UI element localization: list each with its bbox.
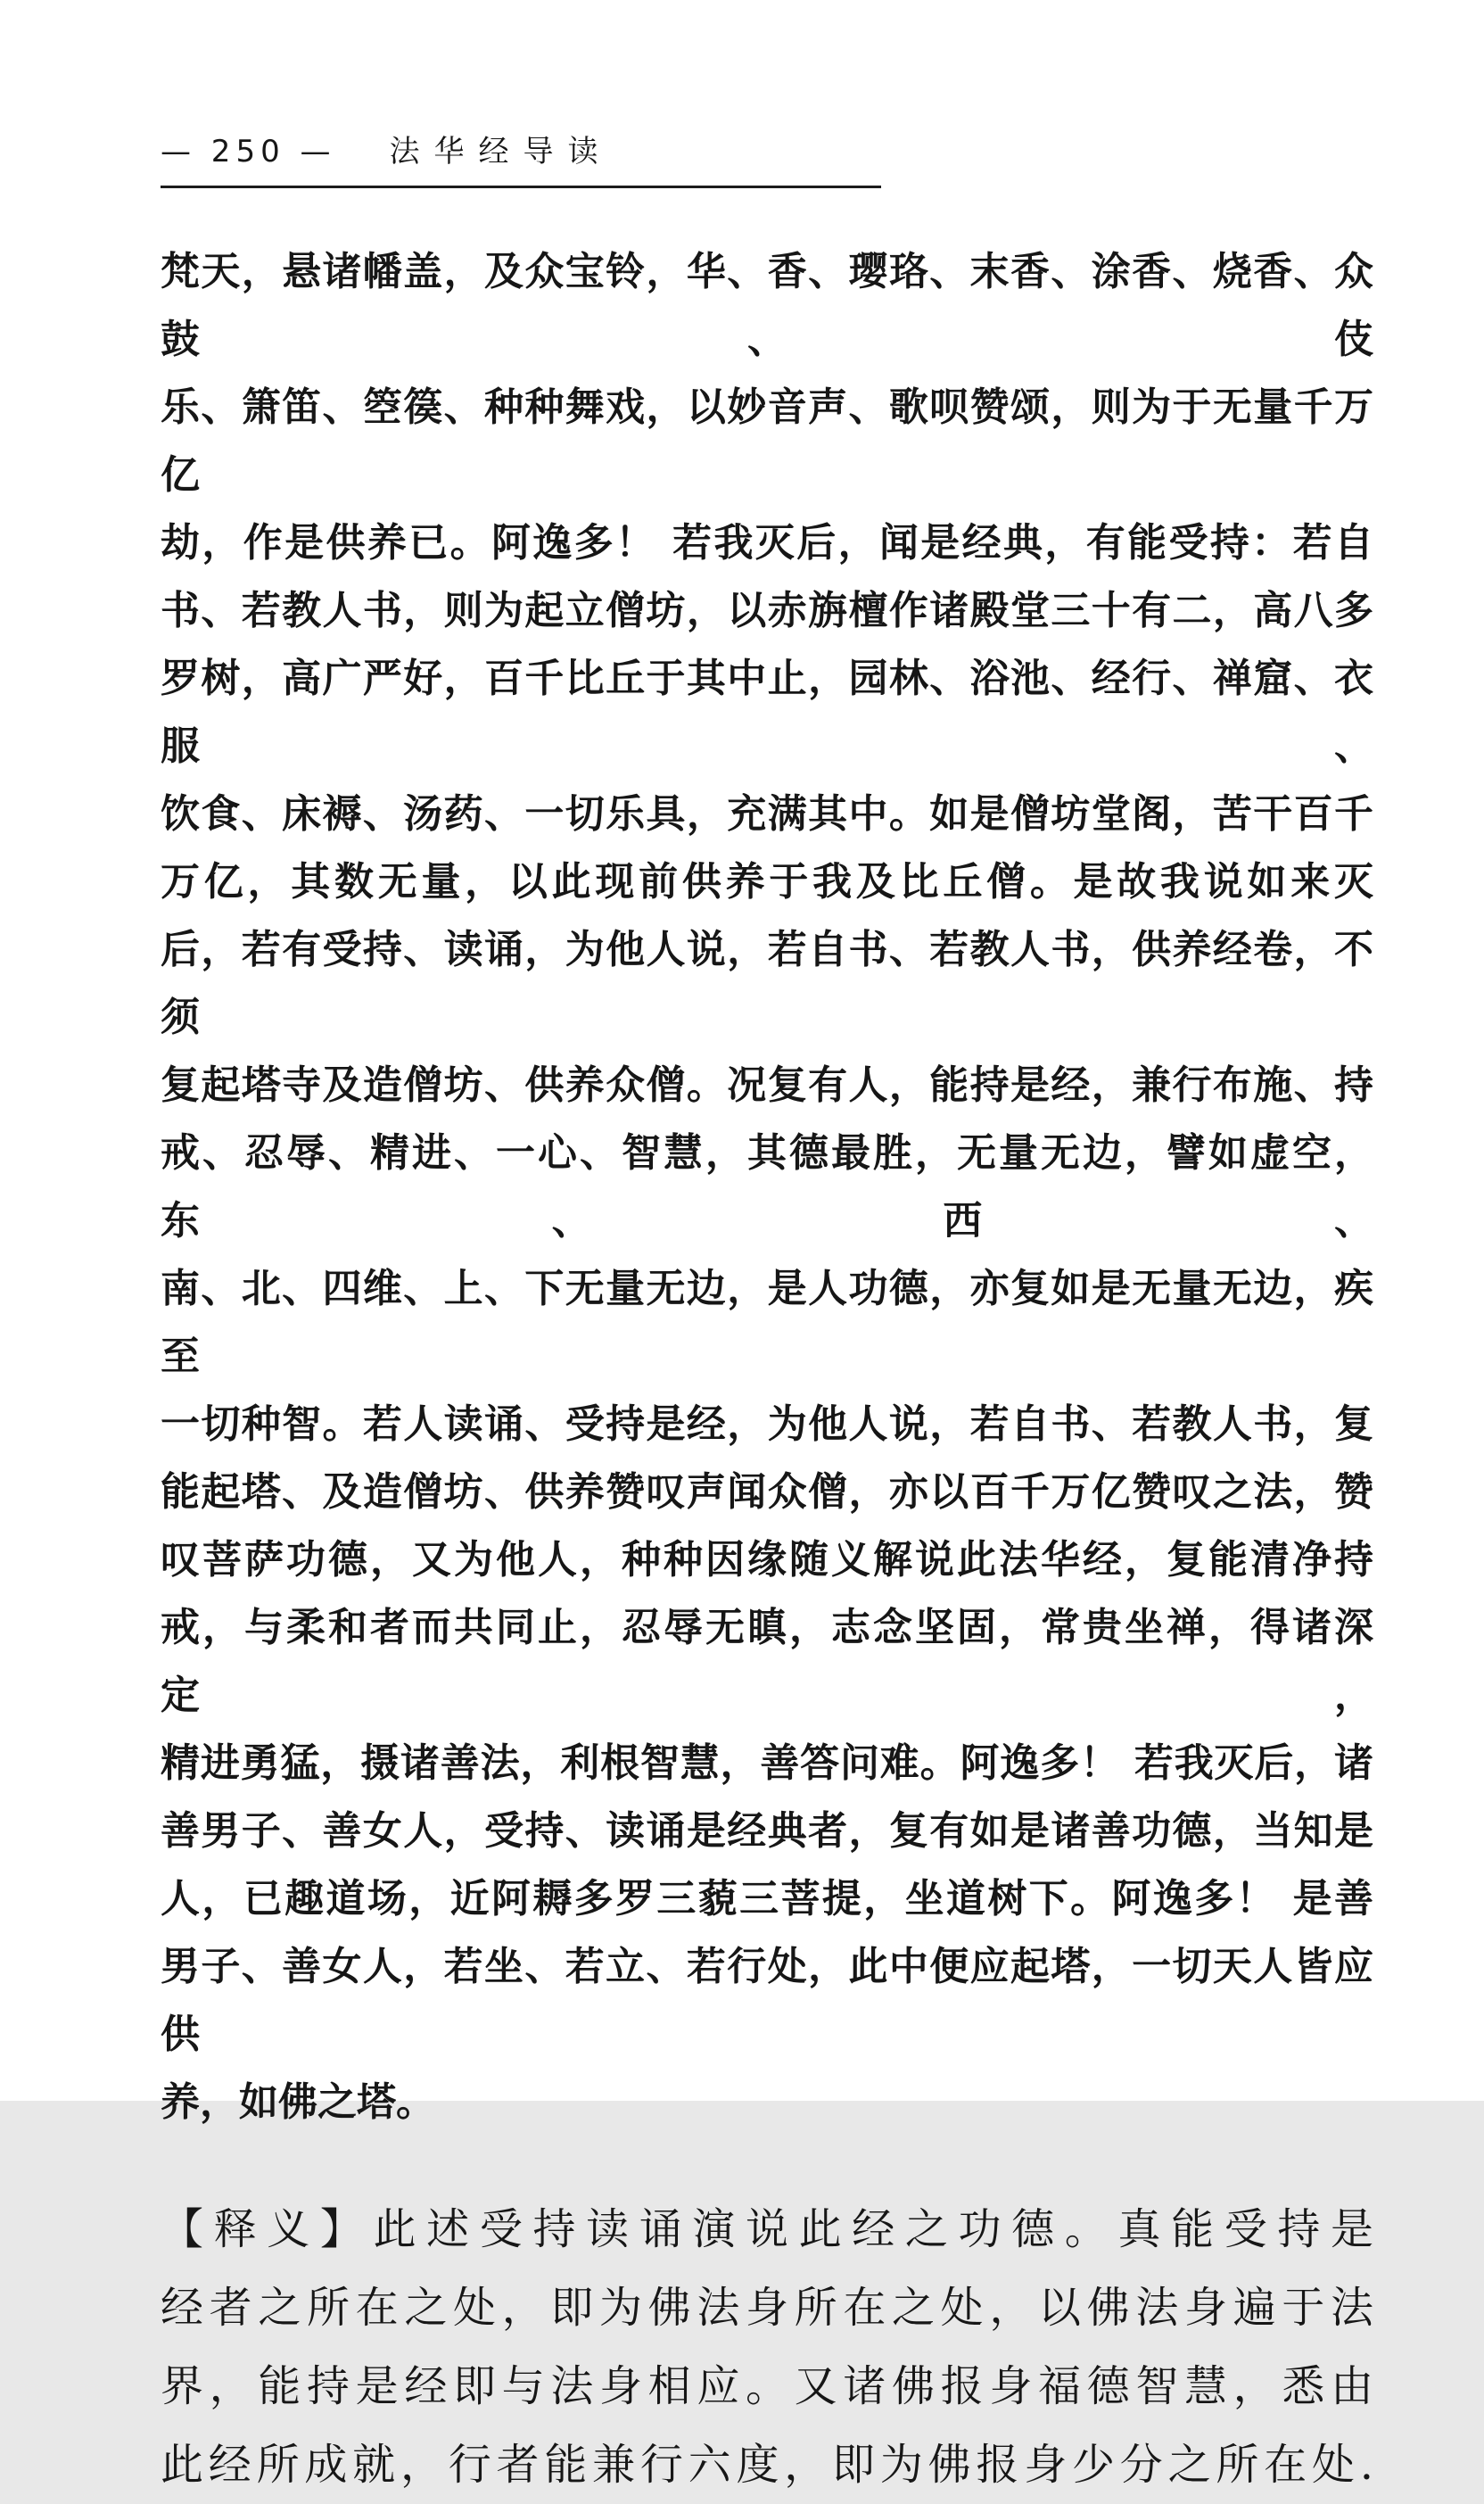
page-header [161,132,1373,171]
sutra-line: 一切种智。若人读诵、受持是经，为他人说，若自书、若教人书，复 [161,1401,1373,1447]
sutra-line: 戒、忍辱、精进、一心、智慧，其德最胜，无量无边，譬如虚空，东、西、 [161,1130,1373,1244]
sutra-line: 万亿，其数无量，以此现前供养于我及比丘僧。是故我说如来灭 [161,859,1373,905]
sutra-line: 男子、善女人，若坐、若立、若行处，此中便应起塔，一切天人皆应供 [161,1944,1373,2057]
sutra-line: 乐、箫笛、箜篌、种种舞戏，以妙音声、歌呗赞颂，则为于无量千万亿 [161,384,1373,498]
sutra-line: 罗树，高广严好，百千比丘于其中止，园林、浴池、经行、禅窟、衣服、 [161,656,1373,769]
sutra-line: 精进勇猛，摄诸善法，利根智慧，善答问难。阿逸多！ 若我灭后，诸 [161,1740,1373,1786]
sutra-line: 后，若有受持、读诵，为他人说，若自书、若教人书，供养经卷，不须 [161,927,1373,1040]
commentary-paragraph [161,2190,1373,2504]
sutra-line: 戒，与柔和者而共同止，忍辱无瞋，志念坚固，常贵坐禅，得诸深定， [161,1605,1373,1718]
sutra-line: 复起塔寺及造僧坊、供养众僧。况复有人，能持是经，兼行布施、持 [161,1062,1373,1108]
book-title: 法华经导读 [389,134,613,169]
page-number: — 250 — [161,134,336,169]
sutra-line: 能起塔、及造僧坊、供养赞叹声闻众僧，亦以百千万亿赞叹之法，赞 [161,1469,1373,1515]
sutra-line: 养，如佛之塔。 [161,2079,435,2125]
sutra-line: 书、若教人书，则为起立僧坊，以赤旃檀作诸殿堂三十有二，高八多 [161,588,1373,633]
sutra-line: 南、北、四维、上、下无量无边，是人功德，亦复如是无量无边，疾至 [161,1266,1373,1379]
sutra-line: 饮食、床褥、汤药、一切乐具，充满其中。如是僧坊堂阁，苦干百千 [161,791,1373,837]
header-rule [161,186,881,188]
commentary-line: 【释义】此述受持读诵演说此经之功德。真能受持是 [161,2204,1373,2254]
sutra-line: 人，已趣道场，近阿耨多罗三藐三菩提，坐道树下。阿逸多！ 是善 [161,1876,1373,1921]
sutra-line: 梵天，悬诸幡盖，及众宝铃，华、香、璎珞、末香、涂香、烧香、众鼓、伎 [161,249,1373,362]
sutra-line: 劫，作是供养已。阿逸多！ 若我灭后，闻是经典，有能受持：若自 [161,520,1373,566]
sutra-paragraph [161,238,1373,2136]
sutra-line: 善男子、善女人，受持、读诵是经典者，复有如是诸善功德，当知是 [161,1808,1373,1854]
commentary-line: 经者之所在之处，即为佛法身所在之处，以佛法身遍于法 [161,2283,1373,2333]
sutra-line: 叹菩萨功德，又为他人，种种因缘随义解说此法华经，复能清净持 [161,1537,1373,1583]
commentary-line: 此经所成就，行者能兼行六度，即为佛报身少分之所在处. [161,2440,1373,2490]
commentary-line: 界，能持是经即与法身相应。又诸佛报身福德智慧，悉由 [161,2361,1373,2411]
